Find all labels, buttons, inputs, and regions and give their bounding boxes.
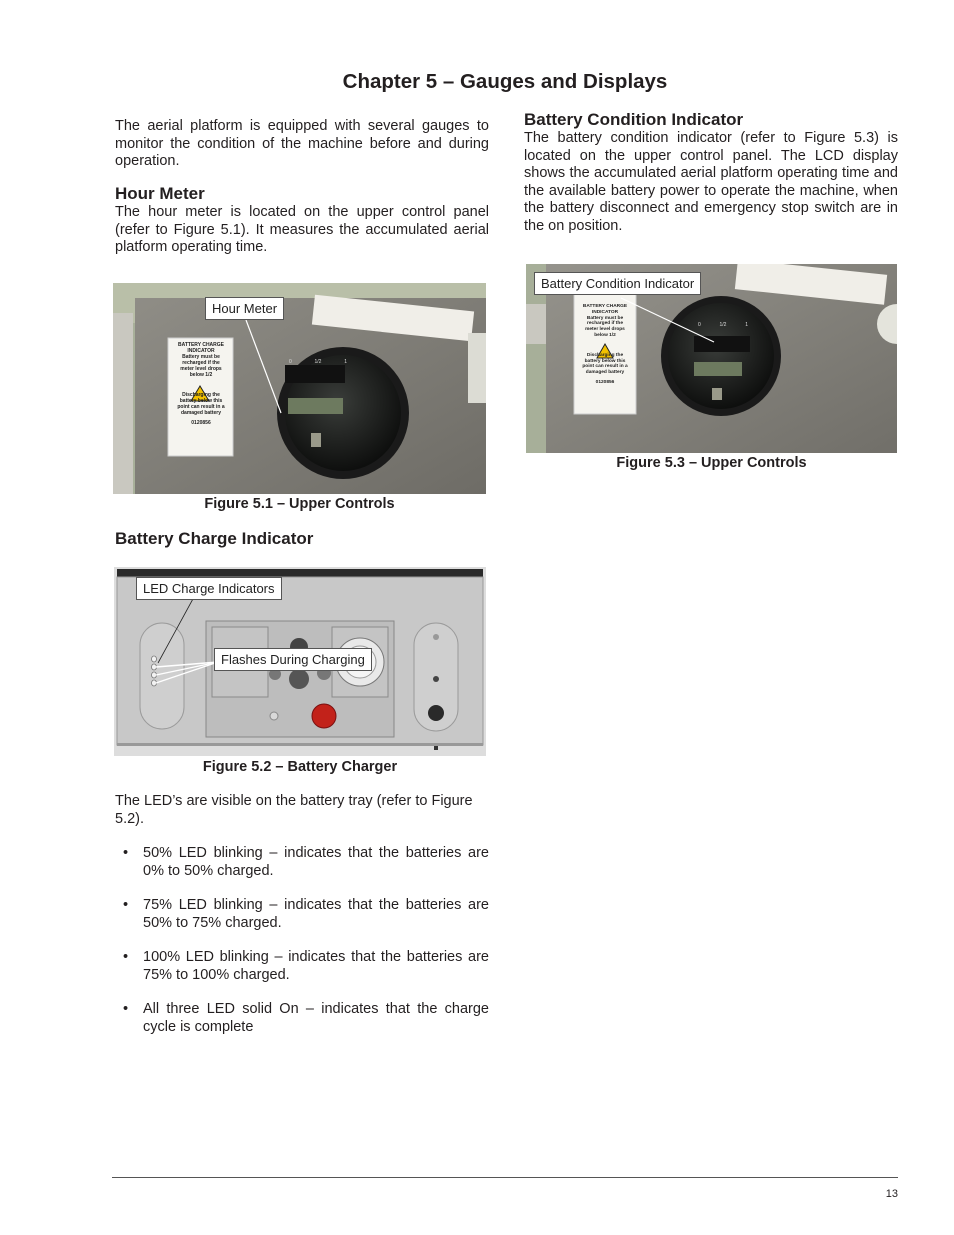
led-bullet-list — [115, 845, 489, 1036]
hour-meter-leader-line — [113, 283, 486, 494]
list-item: • All three LED solid On – indicates that the charge cycle is complete — [123, 1001, 489, 1035]
figure-5-3-caption: Figure 5.3 – Upper Controls — [616, 455, 807, 471]
battery-condition-heading: Battery Condition Indicator — [524, 110, 744, 129]
led-charge-indicators-callout: LED Charge Indicators — [136, 577, 282, 600]
page-number: 13 — [885, 1188, 898, 1200]
sticker-3: BATTERY CHARGE INDICATOR Battery must be recharged if the meter level drops below 1/2 Discharging the battery below this point can result in a damaged battery 0120856 — [582, 304, 628, 385]
led-paragraph: The LED’s are visible on the battery tray (refer to Figure 5.2). — [115, 793, 473, 827]
flashes-during-charging-callout: Flashes During Charging — [214, 648, 372, 671]
hour-meter-heading: Hour Meter — [115, 184, 205, 203]
figure-5-2-caption: Figure 5.2 – Battery Charger — [202, 759, 398, 775]
battery-charge-heading: Battery Charge Indicator — [115, 529, 314, 548]
gauge-scale-3: 0 1/2 1 — [698, 322, 748, 328]
hour-meter-callout: Hour Meter — [205, 297, 284, 320]
list-item: • 75% LED blinking – indicates that the batteries are 50% to 75% charged. — [123, 897, 489, 931]
list-item: • 100% LED blinking – indicates that the batteries are 75% to 100% charged. — [123, 949, 489, 983]
hour-meter-section — [115, 184, 489, 257]
battery-charge-section — [115, 529, 489, 549]
led-section — [115, 793, 489, 1053]
battery-condition-paragraph: The battery condition indicator (refer to Figure 5.3) is located on the upper control panel. The LCD display shows the accumulated aerial platform operating time and the available battery power to operate the machine, when the battery disconnect and emergency stop switch are in the on position. — [524, 130, 898, 234]
figure-5-1-caption: Figure 5.1 – Upper Controls — [204, 496, 395, 512]
hour-meter-paragraph: The hour meter is located on the upper control panel (refer to Figure 5.1). It measures the accumulated aerial platform operating time. — [115, 204, 489, 255]
battery-condition-callout: Battery Condition Indicator — [534, 272, 701, 295]
left-intro-block — [115, 118, 489, 171]
sticker-1: BATTERY CHARGE INDICATOR Battery must be recharged if the meter level drops below 1/2 Discharging the battery below this point can result in a damaged battery 0120856 — [177, 342, 225, 426]
battery-condition-section — [524, 110, 898, 235]
gauge-scale-1: 0 1/2 1 — [289, 359, 347, 365]
page-title: Chapter 5 – Gauges and Displays — [342, 70, 668, 93]
list-item: • 50% LED blinking – indicates that the batteries are 0% to 50% charged. — [123, 845, 489, 879]
footer-rule — [112, 1177, 898, 1178]
intro-paragraph: The aerial platform is equipped with several gauges to monitor the condition of the machine before and during operation. — [115, 118, 489, 169]
